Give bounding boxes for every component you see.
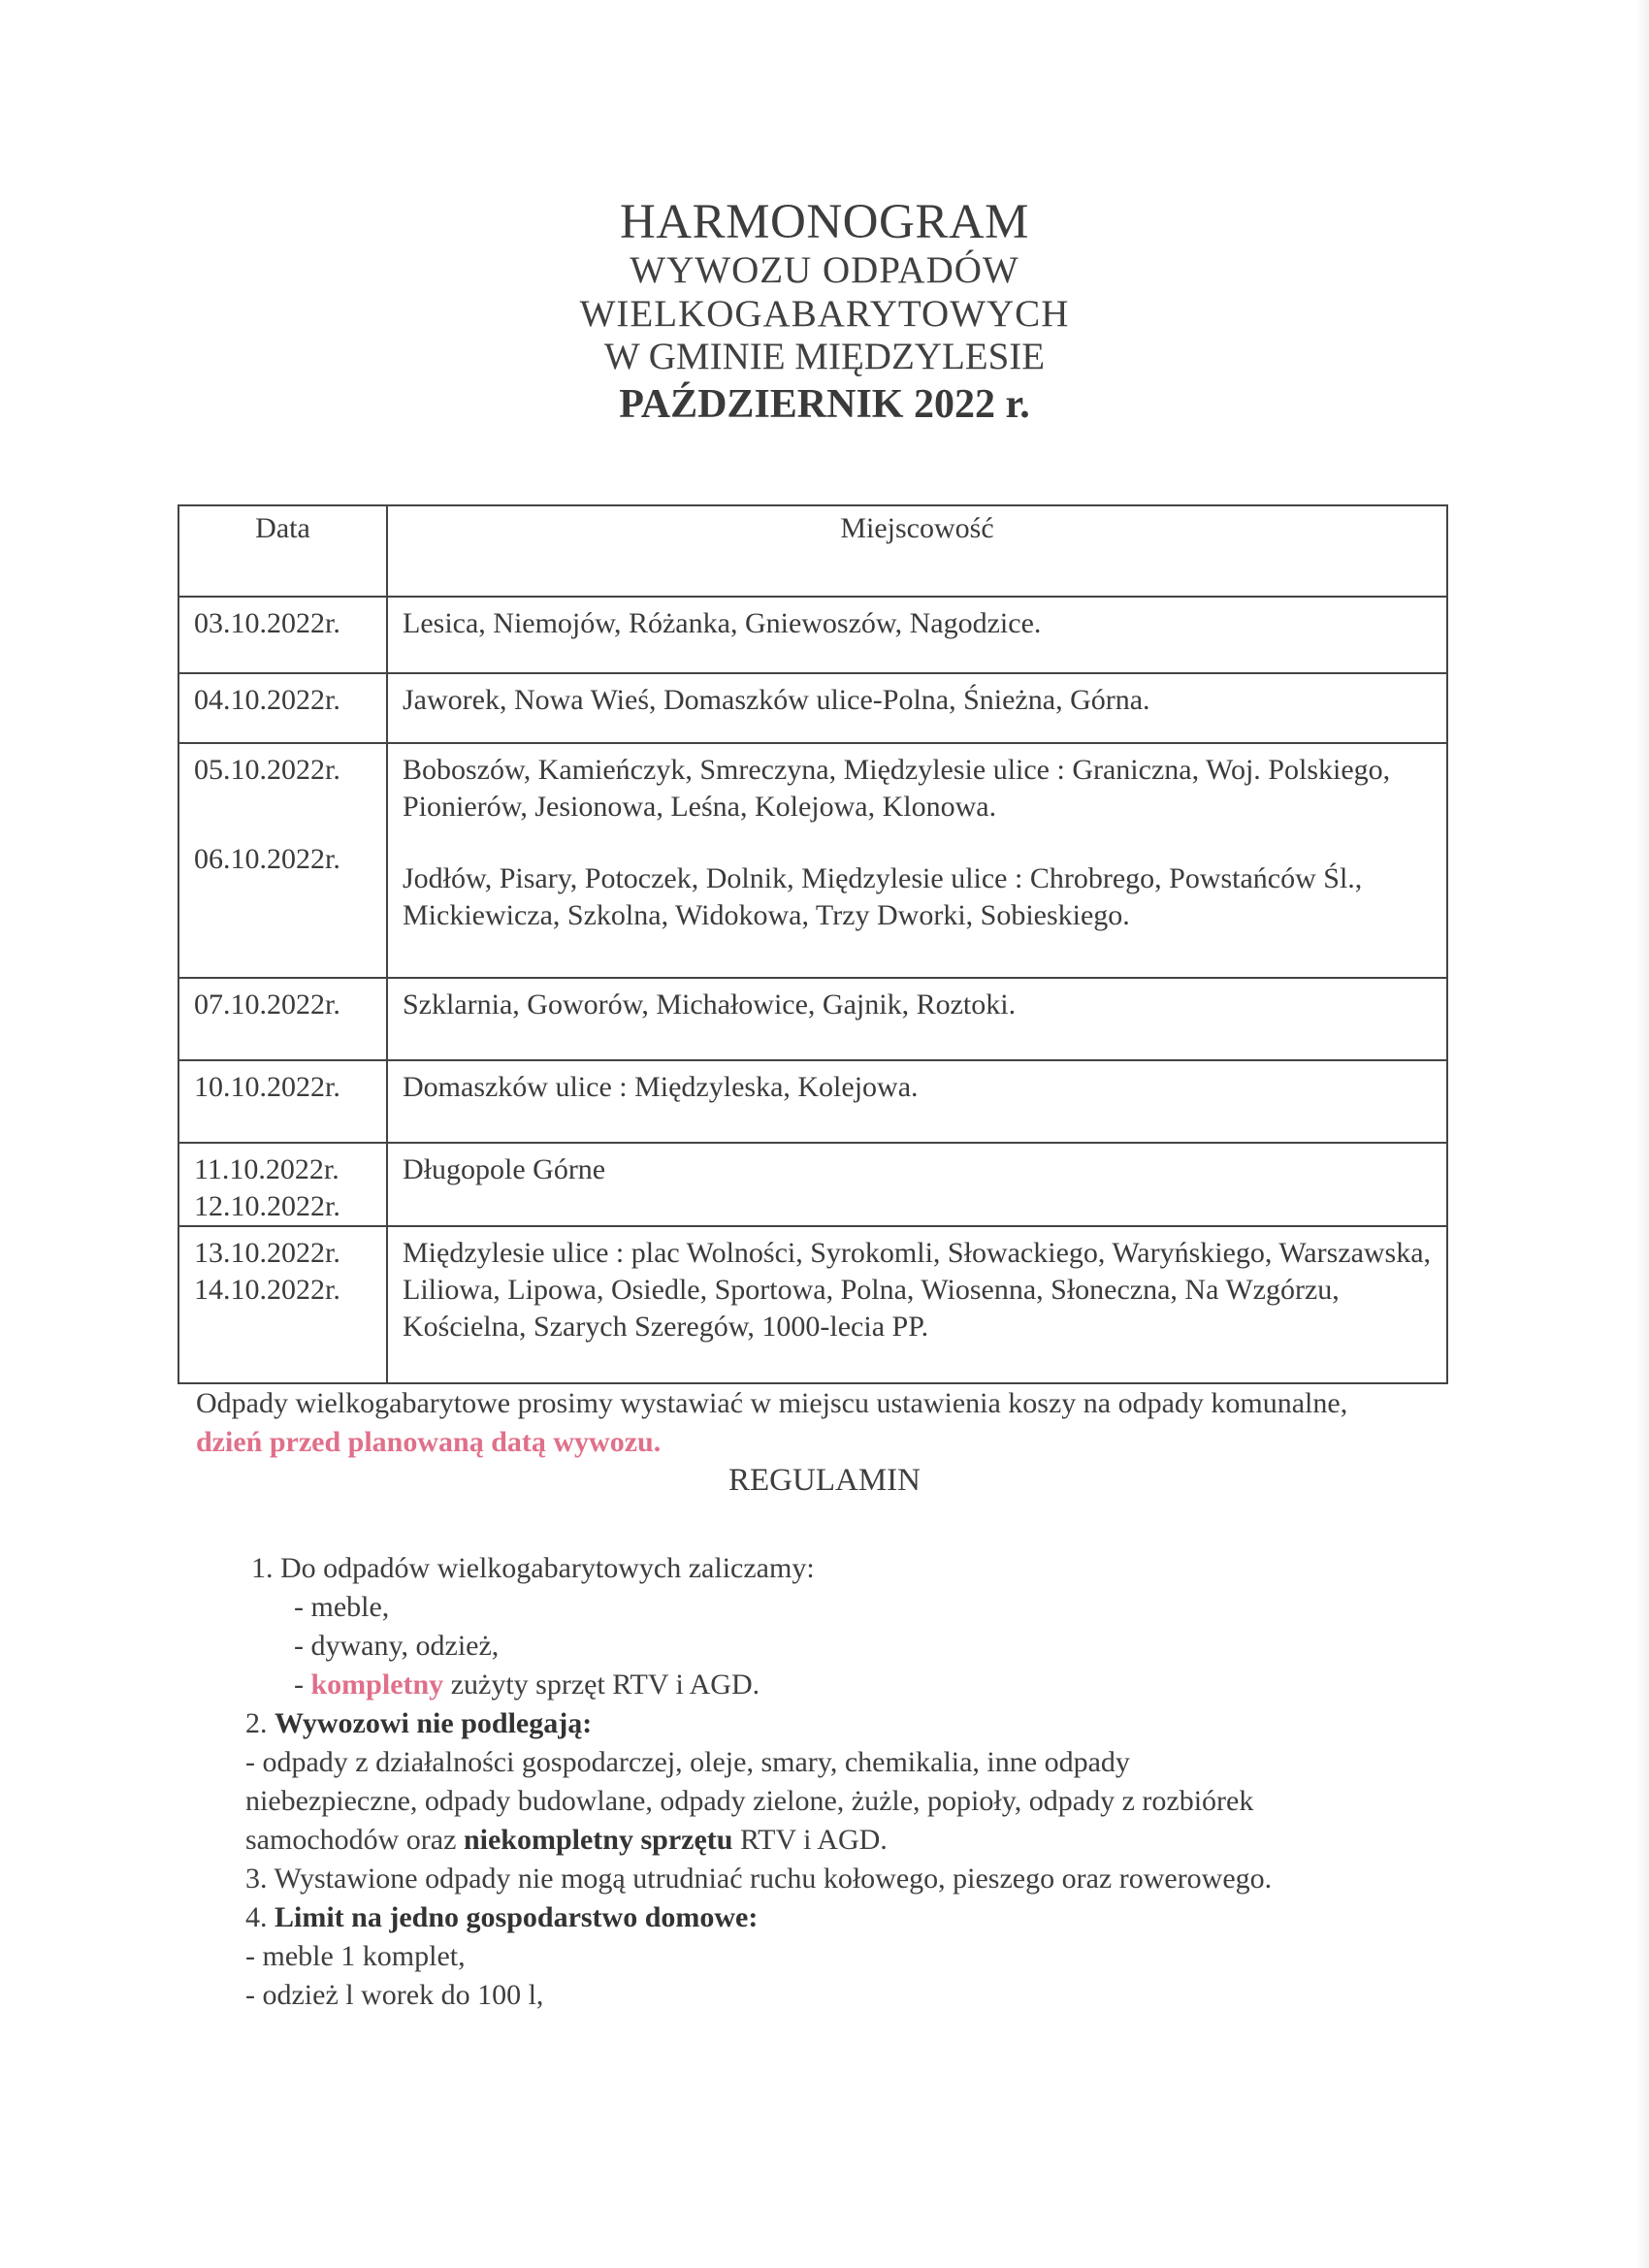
row-date: 10.10.2022r.: [178, 1060, 387, 1143]
row-date: 07.10.2022r.: [178, 978, 387, 1060]
row-date-2: 06.10.2022r.: [194, 843, 340, 875]
rule-1-highlight: kompletny: [310, 1669, 444, 1701]
row-date-cell: [178, 743, 387, 978]
table-header-row: [178, 505, 1447, 597]
rule-1-item: - kompletny zużyty sprzęt RTV i AGD.: [294, 1669, 760, 1701]
rule-1: 1. Do odpadów wielkogabarytowych zaliczamy:: [251, 1552, 815, 1584]
table-row: [178, 673, 1447, 743]
row-places: Szklarnia, Goworów, Michałowice, Gajnik, Roztoki.: [387, 978, 1447, 1060]
row-places: Długopole Górne: [387, 1143, 1447, 1226]
row-date: 04.10.2022r.: [178, 673, 387, 743]
row-date: 05.10.2022r.: [194, 754, 340, 786]
regulamin-list: [245, 1549, 1506, 2015]
schedule-table: [178, 504, 1448, 1384]
rule-1-item: - meble,: [294, 1591, 390, 1623]
notice-highlight: dzień przed planowaną datą wywozu.: [196, 1426, 662, 1458]
title-line-3: WIELKOGABARYTOWYCH: [579, 293, 1070, 335]
row-date: 13.10.2022r.: [194, 1237, 340, 1269]
rule-4-item: - meble 1 komplet,: [245, 1940, 466, 1972]
rule-2-bold-item: niekompletny sprzętu: [463, 1824, 733, 1856]
header-date: Data: [178, 505, 387, 597]
title-line-2: WYWOZU ODPADÓW: [630, 249, 1019, 291]
row-date-2: 14.10.2022r.: [194, 1274, 340, 1306]
row-places-cell: [387, 743, 1447, 978]
rule-2-text: niebezpieczne, odpady budowlane, odpady zielone, żużle, popioły, odpady z rozbiórek: [245, 1785, 1254, 1817]
row-places-2: Jodłów, Pisary, Potoczek, Dolnik, Międzylesie ulice : Chrobrego, Powstańców Śl., Mickiewicza, Szkolna, Widokowa, Trzy Dworki, Sobieskiego.: [403, 862, 1363, 931]
row-date-2: 12.10.2022r.: [194, 1190, 340, 1222]
rule-2-text: samochodów oraz niekompletny sprzętu RTV i AGD.: [245, 1824, 888, 1856]
table-row: [178, 1226, 1447, 1383]
row-places: Jaworek, Nowa Wieś, Domaszków ulice-Polna, Śnieżna, Górna.: [387, 673, 1447, 743]
regulamin-heading: REGULAMIN: [728, 1463, 921, 1498]
row-date: 03.10.2022r.: [178, 597, 387, 673]
rule-2-bold: Wywozowi nie podlegają: [275, 1707, 583, 1739]
rule-4: 4. Limit na jedno gospodarstwo domowe:: [245, 1901, 759, 1933]
row-date-cell: [178, 1226, 387, 1383]
table-row: [178, 1060, 1447, 1143]
notice-paragraph: [196, 1384, 1408, 1462]
rule-3: 3. Wystawione odpady nie mogą utrudniać ruchu kołowego, pieszego oraz rowerowego.: [245, 1863, 1273, 1895]
table-row: [178, 1143, 1447, 1226]
row-places: Lesica, Niemojów, Różanka, Gniewoszów, Nagodzice.: [387, 597, 1447, 673]
document-title: [0, 194, 1649, 429]
row-date: 11.10.2022r.: [194, 1153, 340, 1185]
notice-text: Odpady wielkogabarytowe prosimy wystawiać w miejscu ustawienia koszy na odpady komunalne,: [196, 1387, 1348, 1419]
row-places: Międzylesie ulice : plac Wolności, Syrokomli, Słowackiego, Waryńskiego, Warszawska, Liliowa, Lipowa, Osiedle, Sportowa, Polna, Wiosenna, Słoneczna, Na Wzgórzu, Kościelna, Szarych Szeregów, 1000-lecia PP.: [387, 1226, 1447, 1383]
title-line-1: HARMONOGRAM: [619, 195, 1030, 249]
title-month: PAŹDZIERNIK 2022 r.: [619, 382, 1030, 427]
table-row: [178, 743, 1447, 978]
table-row: [178, 597, 1447, 673]
title-line-4: W GMINIE MIĘDZYLESIE: [603, 336, 1046, 377]
table-row: [178, 978, 1447, 1060]
header-place: Miejscowość: [387, 505, 1447, 597]
rule-2: 2. Wywozowi nie podlegają:: [245, 1707, 593, 1739]
rule-1-item: - dywany, odzież,: [294, 1630, 500, 1662]
row-date-cell: [178, 1143, 387, 1226]
rule-4-bold: Limit na jedno gospodarstwo domowe:: [275, 1901, 759, 1933]
rule-2-text: - odpady z działalności gospodarczej, oleje, smary, chemikalia, inne odpady: [245, 1746, 1130, 1778]
row-places: Boboszów, Kamieńczyk, Smreczyna, Międzylesie ulice : Graniczna, Woj. Polskiego, Pionierów, Jesionowa, Leśna, Kolejowa, Klonowa.: [403, 754, 1391, 823]
row-places: Domaszków ulice : Międzyleska, Kolejowa.: [387, 1060, 1447, 1143]
rule-4-item: - odzież l worek do 100 l,: [245, 1979, 544, 2011]
